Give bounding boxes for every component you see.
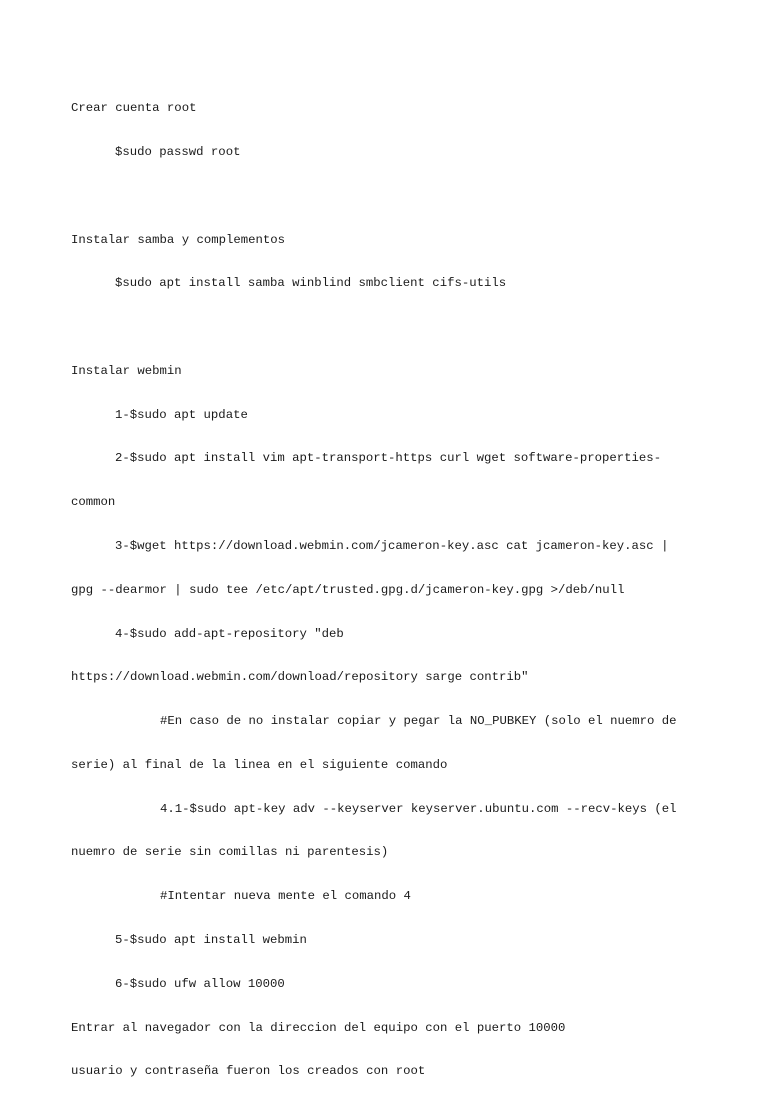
command-line: 5-$sudo apt install webmin [115, 933, 307, 948]
command-line: 2-$sudo apt install vim apt-transport-https curl wget software-properties- [115, 451, 662, 466]
comment-line: #Intentar nueva mente el comando 4 [160, 889, 411, 904]
command-line: $sudo passwd root [115, 144, 241, 159]
wrapped-line: gpg --dearmor | sudo tee /etc/apt/trusted.gpg.d/jcameron-key.gpg >/deb/null [71, 582, 625, 597]
wrapped-line: nuemro de serie sin comillas ni parentesis) [71, 845, 389, 860]
wrapped-line: https://download.webmin.com/download/repository sarge contrib" [71, 670, 529, 685]
document-text [71, 72, 696, 1108]
comment-line: #En caso de no instalar copiar y pegar la NO_PUBKEY (solo el nuemro de [160, 714, 677, 729]
heading-instalar-samba: Instalar samba y complementos [71, 232, 286, 247]
command-line: 1-$sudo apt update [115, 407, 248, 422]
instruction-line: usuario y contraseña fueron los creados con root [71, 1064, 426, 1079]
command-line: 6-$sudo ufw allow 10000 [115, 976, 285, 991]
heading-crear-cuenta-root: Crear cuenta root [71, 101, 197, 116]
instruction-line: Entrar al navegador con la direccion del equipo con el puerto 10000 [71, 1020, 566, 1035]
heading-instalar-webmin: Instalar webmin [71, 363, 182, 378]
wrapped-line: serie) al final de la linea en el siguiente comando [71, 757, 448, 772]
blank-line [71, 320, 696, 335]
wrapped-line: common [71, 495, 116, 510]
command-line: 4.1-$sudo apt-key adv --keyserver keyserver.ubuntu.com --recv-keys (el [160, 801, 677, 816]
command-line: $sudo apt install samba winblind smbclient cifs-utils [115, 276, 507, 291]
blank-line [71, 189, 696, 204]
command-line: 3-$wget https://download.webmin.com/jcameron-key.asc cat jcameron-key.asc | [115, 539, 669, 553]
command-line: 4-$sudo add-apt-repository "deb [115, 626, 344, 641]
